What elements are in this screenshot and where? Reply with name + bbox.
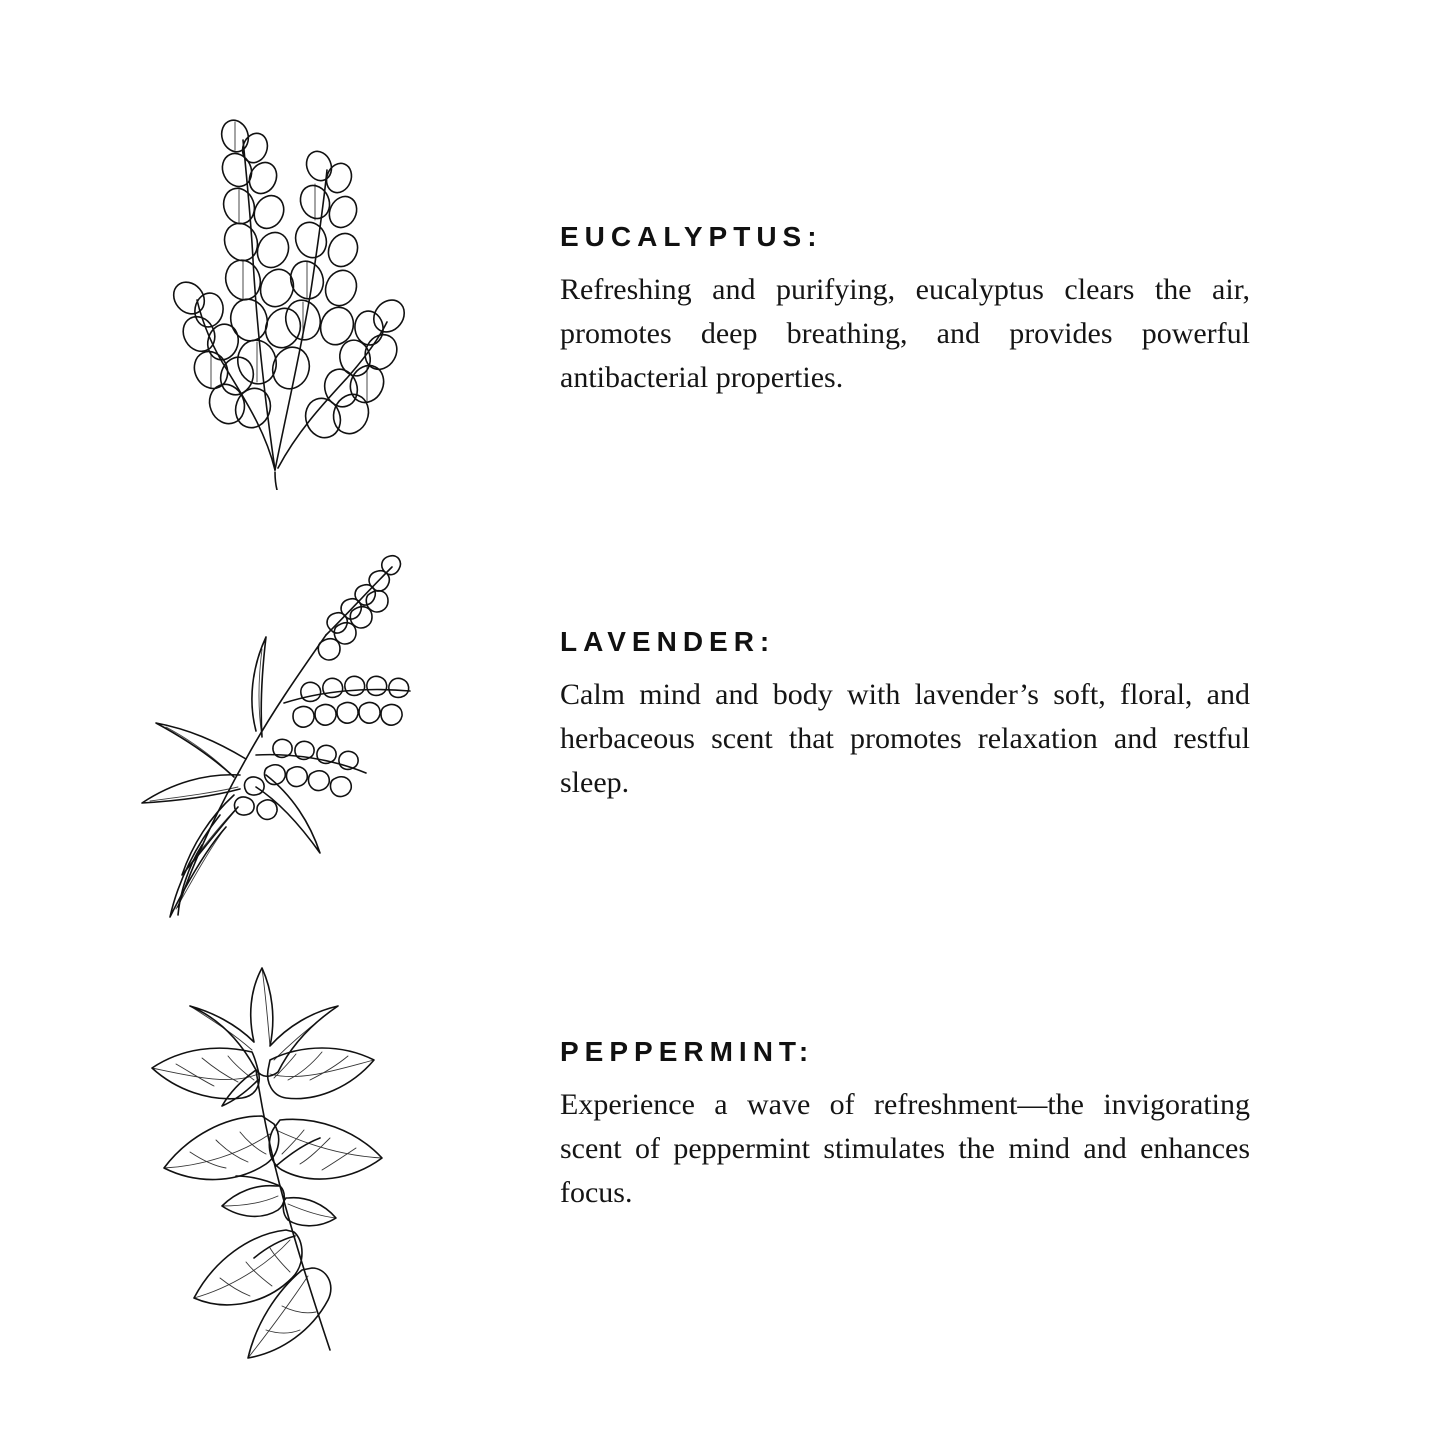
peppermint-description: Experience a wave of refreshment—the invigorating scent of peppermint stimulates the mind and enhances focus. xyxy=(560,1087,1250,1210)
lavender-heading: LAVENDER: xyxy=(560,626,776,657)
eucalyptus-description: Refreshing and purifying, eucalyptus clears the air, promotes deep breathing, and provides powerful antibacterial properties. xyxy=(560,272,1250,395)
peppermint-text-block xyxy=(560,930,1445,1216)
herb-entry-lavender xyxy=(0,505,1445,935)
herb-entry-eucalyptus xyxy=(0,60,1445,520)
lavender-sprig-icon xyxy=(70,515,490,925)
peppermint-illustration-container xyxy=(0,930,560,1360)
lavender-text-block xyxy=(560,505,1445,806)
lavender-illustration-container xyxy=(0,505,560,925)
eucalyptus-sprig-icon xyxy=(115,70,445,490)
peppermint-sprig-icon xyxy=(90,940,470,1360)
eucalyptus-heading: EUCALYPTUS: xyxy=(560,221,823,252)
eucalyptus-illustration-container xyxy=(0,60,560,490)
peppermint-heading: PEPPERMINT: xyxy=(560,1036,815,1067)
lavender-description: Calm mind and body with lavender’s soft, floral, and herbaceous scent that promotes relaxation and restful sleep. xyxy=(560,677,1250,800)
herb-entry-peppermint xyxy=(0,930,1445,1370)
eucalyptus-text-block xyxy=(560,60,1445,401)
